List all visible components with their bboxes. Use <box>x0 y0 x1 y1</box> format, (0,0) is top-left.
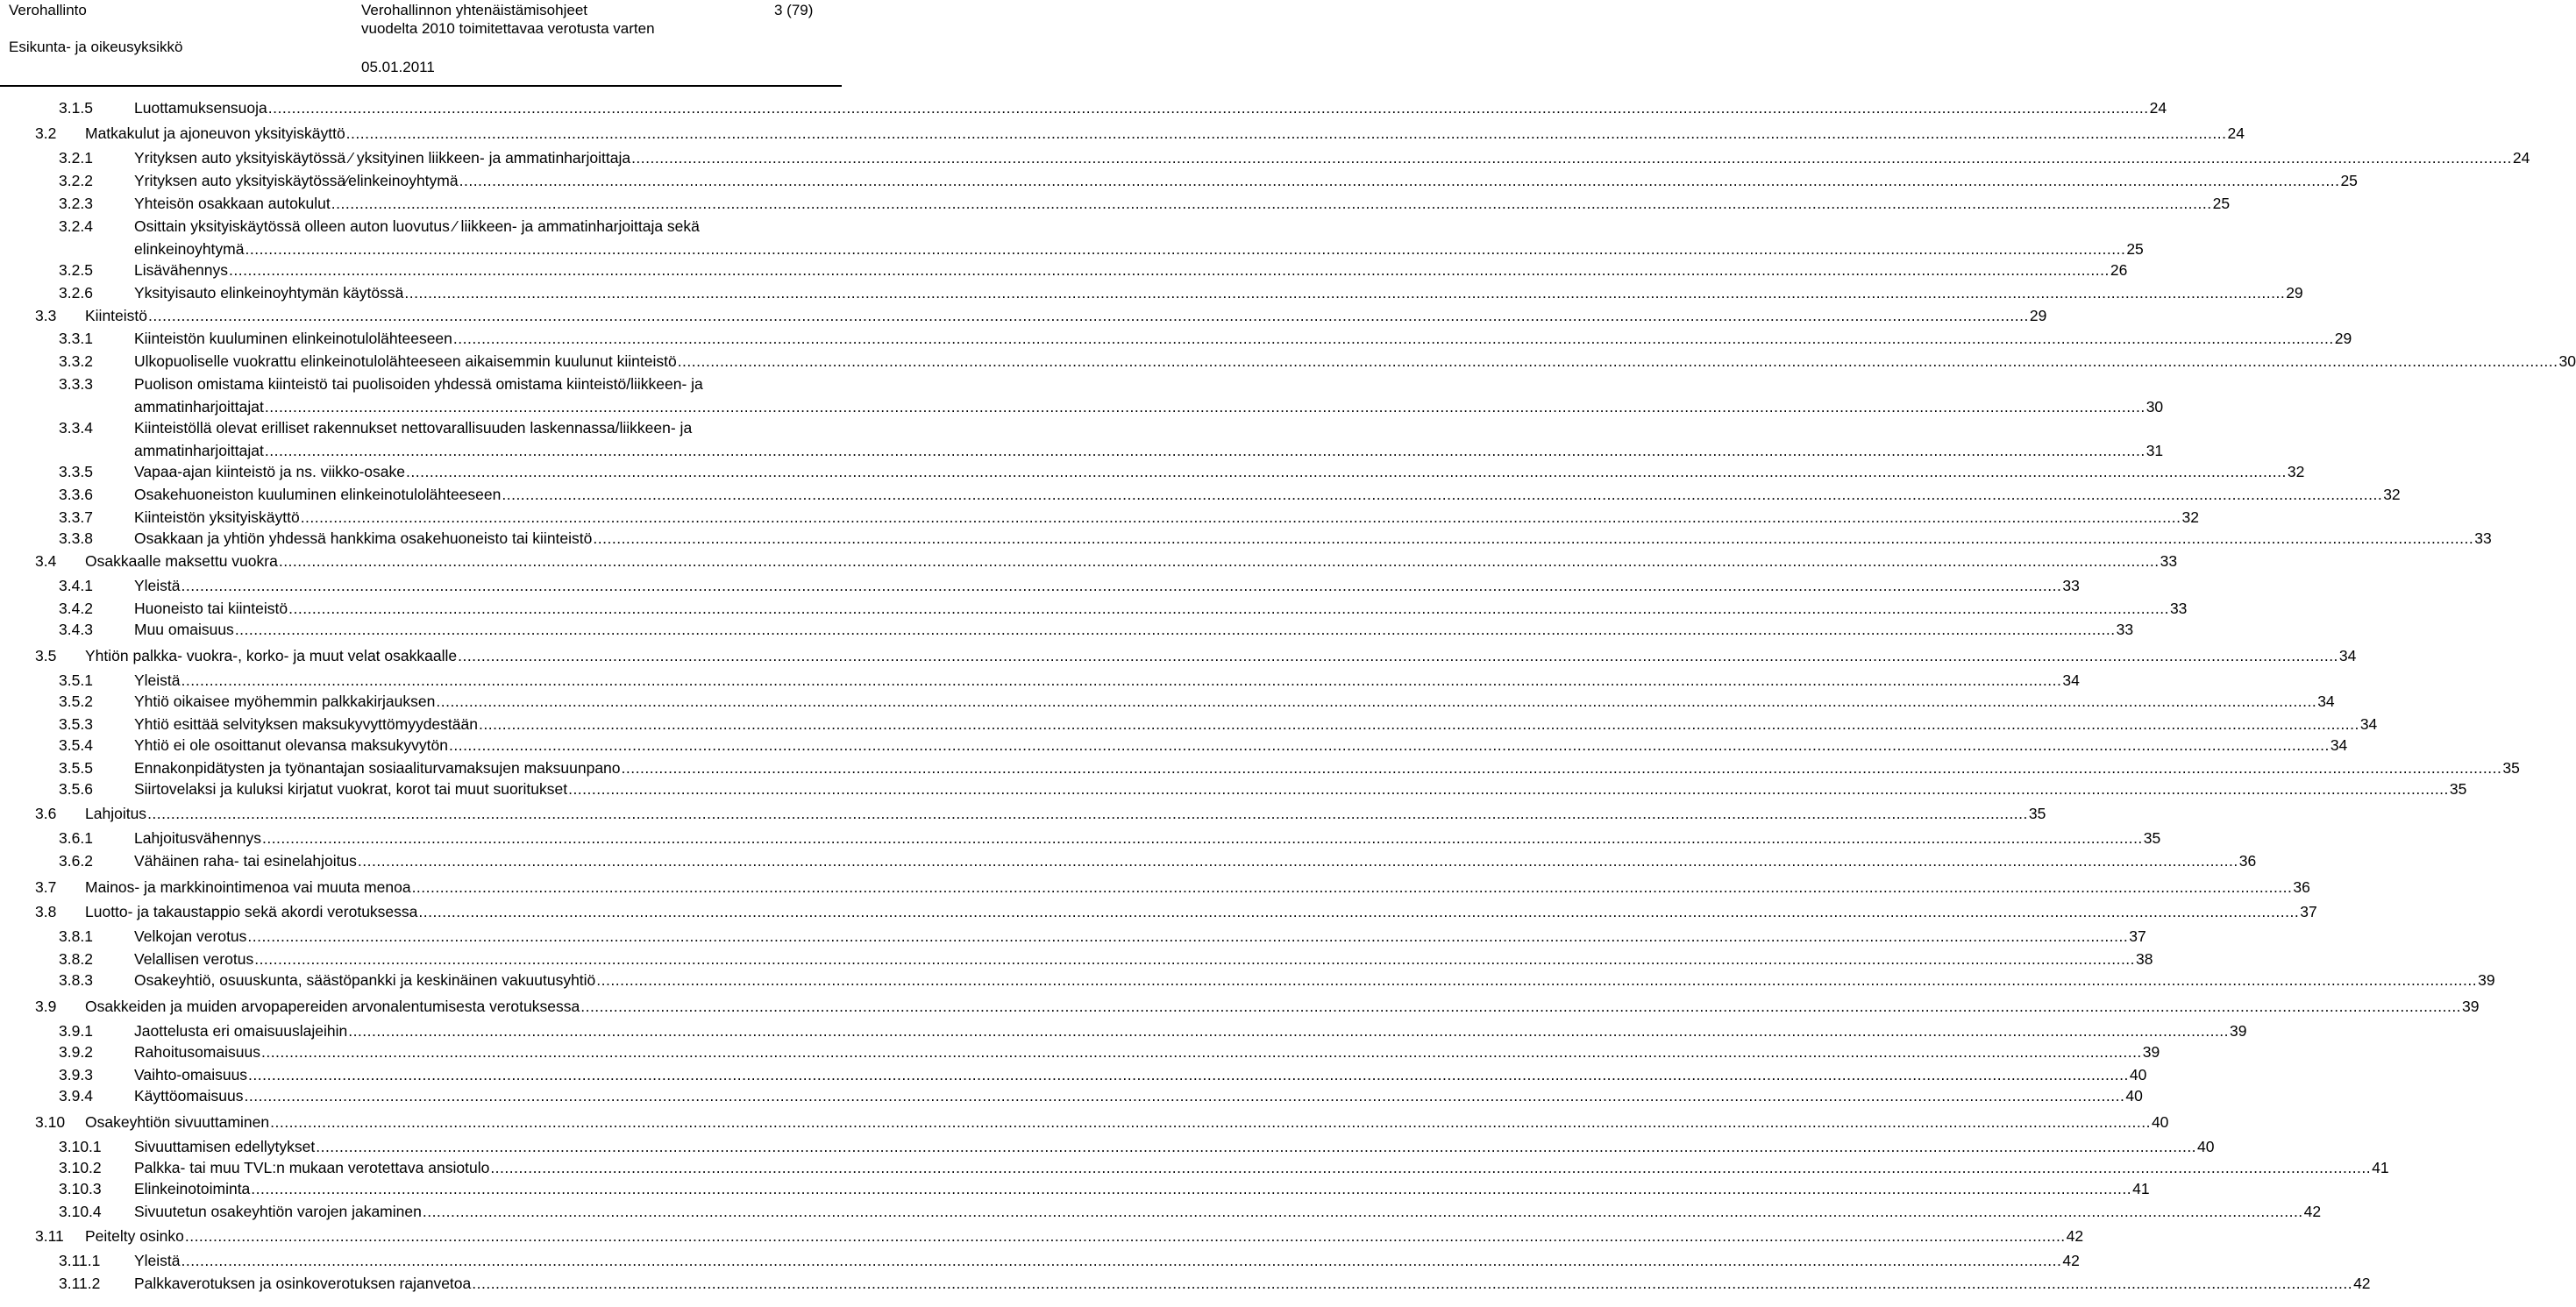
toc-entry-number: 3.3.7 <box>59 508 93 526</box>
toc-entry-number: 3.3.6 <box>59 486 93 503</box>
toc-entry-page: 32 <box>2181 508 2199 526</box>
toc-entry-page: 39 <box>2462 998 2480 1015</box>
toc-entry-title: Yrityksen auto yksityiskäytössä ⁄ yksityinen liikkeen- ja ammatinharjoittaja <box>134 149 631 167</box>
dot-leader: ................................................................................................................................................................................................................................................................................................................................................................................................................ <box>593 529 2474 547</box>
dot-leader: ................................................................................................................................................................................................................................................................................................................................................................................................................ <box>184 1227 2066 1245</box>
toc-entry-title: Yksityisauto elinkeinoyhtymän käytössä <box>134 284 404 302</box>
toc-entry-title: Ulkopuoliselle vuokrattu elinkeinotulolähteeseen aikaisemmin kuulunut kiinteistö <box>134 352 677 370</box>
toc-entry-page: 35 <box>2028 805 2046 822</box>
toc-entry-title: Palkka- tai muu TVL:n mukaan verotettava ansiotulo <box>134 1159 490 1176</box>
dot-leader: ................................................................................................................................................................................................................................................................................................................................................................................................................ <box>406 463 2287 480</box>
toc-entry-number: 3.7 <box>35 878 57 896</box>
dot-leader: ................................................................................................................................................................................................................................................................................................................................................................................................................ <box>345 124 2227 142</box>
dot-leader: ................................................................................................................................................................................................................................................................................................................................................................................................................ <box>181 1252 2062 1269</box>
dot-leader: ................................................................................................................................................................................................................................................................................................................................................................................................................ <box>580 998 2462 1015</box>
toc-entry-page: 25 <box>2212 195 2231 212</box>
toc-entry-number: 3.5.2 <box>59 693 93 710</box>
toc-entry-number: 3.4.1 <box>59 577 93 594</box>
toc-entry-title: Velkojan verotus <box>134 927 247 945</box>
toc-entry-page: 32 <box>2287 463 2305 480</box>
toc-entry-number: 3.3.4 <box>59 419 93 437</box>
toc-entry-page: 39 <box>2230 1022 2247 1040</box>
toc-entry-page: 42 <box>2303 1203 2322 1220</box>
toc-entry-title: Osakeyhtiö, osuuskunta, säästöpankki ja keskinäinen vakuutusyhtiö <box>134 971 596 989</box>
dot-leader: ................................................................................................................................................................................................................................................................................................................................................................................................................ <box>348 1022 2230 1040</box>
toc-entry-title: Osakkeiden ja muiden arvopapereiden arvonalentumisesta verotuksessa <box>85 998 580 1015</box>
toc-entry-page: 24 <box>2149 99 2167 117</box>
toc-entry-page: 33 <box>2474 529 2492 547</box>
dot-leader: ................................................................................................................................................................................................................................................................................................................................................................................................................ <box>331 195 2212 212</box>
toc-entry-number: 3.10.2 <box>59 1159 102 1176</box>
toc-entry-title: Yhtiö ei ole osoittanut olevansa maksukyvytön <box>134 736 448 754</box>
toc-entry-title: Yleistä <box>134 577 181 594</box>
toc-entry-title: Yleistä <box>134 671 181 689</box>
toc-entry-page: 34 <box>2359 715 2378 733</box>
toc-entry[interactable] <box>0 1112 2169 1132</box>
toc-entry-title: Lahjoitus <box>85 805 147 822</box>
toc-entry-page: 30 <box>2558 352 2576 370</box>
toc-entry-number: 3.2 <box>35 124 57 142</box>
toc-entry-page: 34 <box>2330 736 2348 754</box>
dot-leader: ................................................................................................................................................................................................................................................................................................................................................................................................................ <box>251 1180 2132 1197</box>
toc-entry-title: Vähäinen raha- tai esinelahjoitus <box>134 852 357 870</box>
toc-entry-number: 3.4.3 <box>59 621 93 638</box>
toc-entry[interactable] <box>0 620 2134 639</box>
dot-leader: ................................................................................................................................................................................................................................................................................................................................................................................................................ <box>448 736 2330 754</box>
toc-entry-number: 3.6 <box>35 805 57 822</box>
toc-entry[interactable] <box>0 1042 2160 1062</box>
dot-leader: ................................................................................................................................................................................................................................................................................................................................................................................................................ <box>244 1087 2125 1105</box>
toc-entry-page: 35 <box>2449 780 2467 798</box>
toc-entry[interactable] <box>0 714 2378 734</box>
toc-entry-page: 33 <box>2160 552 2178 570</box>
toc-entry-title: Osittain yksityiskäytössä olleen auton luovutus ⁄ liikkeen- ja ammatinharjoittaja sekä <box>134 217 700 235</box>
toc-entry[interactable] <box>0 418 2164 460</box>
dot-leader: ................................................................................................................................................................................................................................................................................................................................................................................................................ <box>436 693 2317 710</box>
dot-leader: ................................................................................................................................................................................................................................................................................................................................................................................................................ <box>248 1066 2129 1083</box>
toc-entry[interactable] <box>0 902 2317 921</box>
toc-entry-number: 3.3.2 <box>59 352 93 370</box>
dot-leader: ................................................................................................................................................................................................................................................................................................................................................................................................................ <box>264 398 2145 416</box>
toc-entry-title: Elinkeinotoiminta <box>134 1180 251 1197</box>
header-org: Verohallinto <box>9 2 87 18</box>
toc-entry-page: 40 <box>2125 1087 2143 1105</box>
dot-leader: ................................................................................................................................................................................................................................................................................................................................................................................................................ <box>411 878 2293 896</box>
toc-entry-page: 42 <box>2062 1252 2080 1269</box>
toc-entry-page: 24 <box>2227 124 2245 142</box>
toc-entry-number: 3.10.3 <box>59 1180 102 1197</box>
toc-entry-page: 32 <box>2383 486 2401 503</box>
toc-entry-title: Huoneisto tai kiinteistö <box>134 600 288 617</box>
toc-entry[interactable] <box>0 671 2080 690</box>
toc-entry-title: Yleistä <box>134 1252 181 1269</box>
toc-entry-title: Matkakulut ja ajoneuvon yksityiskäyttö <box>85 124 345 142</box>
toc-entry-title: Osakehuoneiston kuuluminen elinkeinotulolähteeseen <box>134 486 502 503</box>
dot-leader: ................................................................................................................................................................................................................................................................................................................................................................................................................ <box>458 647 2338 664</box>
toc-entry-title: Ennakonpidätysten ja työnantajan sosiaaliturvamaksujen maksuunpano <box>134 759 621 777</box>
toc-entry-page: 34 <box>2338 647 2357 664</box>
toc-entry-title: ammatinharjoittajat <box>134 398 264 416</box>
toc-entry-number: 3.3.1 <box>59 330 93 347</box>
dot-leader: ................................................................................................................................................................................................................................................................................................................................................................................................................ <box>677 352 2558 370</box>
toc-entry-number: 3.5 <box>35 647 57 664</box>
toc-entry[interactable] <box>0 306 2047 325</box>
toc-entry-title: Yhteisön osakkaan autokulut <box>134 195 331 212</box>
toc-entry-number: 3.8 <box>35 903 57 920</box>
toc-entry[interactable] <box>0 124 2245 143</box>
toc-entry-page: 33 <box>2062 577 2080 594</box>
dot-leader: ................................................................................................................................................................................................................................................................................................................................................................................................................ <box>261 829 2143 847</box>
toc-entry-title: Lahjoitusvähennys <box>134 829 261 847</box>
toc-entry-title: Yhtiö esittää selvityksen maksukyvyttömyydestään <box>134 715 478 733</box>
toc-entry-number: 3.2.5 <box>59 261 93 279</box>
toc-entry-title: Kiinteistöllä olevat erilliset rakennukset nettovarallisuuden laskennassa/liikkeen- ja <box>134 419 693 437</box>
toc-entry-page: 29 <box>2029 307 2047 324</box>
toc-entry-number: 3.6.2 <box>59 852 93 870</box>
toc-entry[interactable] <box>0 352 2576 371</box>
toc-entry-number: 3.9 <box>35 998 57 1015</box>
toc-entry-number: 3.5.4 <box>59 736 93 754</box>
dot-leader: ................................................................................................................................................................................................................................................................................................................................................................................................................ <box>596 971 2478 989</box>
toc-entry-page: 41 <box>2132 1180 2150 1197</box>
toc-entry-number: 3.8.1 <box>59 927 93 945</box>
toc-entry-page: 30 <box>2145 398 2164 416</box>
toc-entry[interactable] <box>0 148 2530 167</box>
toc-entry[interactable] <box>0 804 2046 823</box>
toc-entry[interactable] <box>0 374 2164 416</box>
toc-entry-title: Yhtiö oikaisee myöhemmin palkkakirjauksen <box>134 693 436 710</box>
dot-leader: ................................................................................................................................................................................................................................................................................................................................................................................................................ <box>148 307 2029 324</box>
toc-entry[interactable] <box>0 551 2178 571</box>
toc-entry-page: 35 <box>2143 829 2161 847</box>
toc-entry-title: Puolison omistama kiinteistö tai puolisoiden yhdessä omistama kiinteistö/liikkeen- ja <box>134 375 703 393</box>
toc-entry[interactable] <box>0 194 2231 213</box>
dot-leader: ................................................................................................................................................................................................................................................................................................................................................................................................................ <box>316 1138 2197 1155</box>
toc-entry-number: 3.2.4 <box>59 217 93 235</box>
toc-entry-title: Vapaa-ajan kiinteistö ja ns. viikko-osake <box>134 463 406 480</box>
toc-entry[interactable] <box>0 1251 2080 1270</box>
toc-entry[interactable] <box>0 576 2080 595</box>
dot-leader: ................................................................................................................................................................................................................................................................................................................................................................................................................ <box>300 508 2181 526</box>
dot-leader: ................................................................................................................................................................................................................................................................................................................................................................................................................ <box>490 1159 2372 1176</box>
toc-entry[interactable] <box>0 692 2335 711</box>
dot-leader: ................................................................................................................................................................................................................................................................................................................................................................................................................ <box>631 149 2512 167</box>
toc-entry-page: 24 <box>2512 149 2530 167</box>
header-doc-subtitle: vuodelta 2010 toimitettavaa verotusta varten <box>361 20 655 37</box>
toc-entry-page: 40 <box>2129 1066 2147 1083</box>
toc-entry-page: 36 <box>2238 852 2257 870</box>
toc-entry-number: 3.9.1 <box>59 1022 93 1040</box>
toc-entry[interactable] <box>0 758 2520 778</box>
toc-entry-page: 26 <box>2110 261 2128 279</box>
header-doc-title: Verohallinnon yhtenäistämisohjeet <box>361 2 588 18</box>
toc-entry-title: Rahoitusomaisuus <box>134 1043 260 1061</box>
dot-leader: ................................................................................................................................................................................................................................................................................................................................................................................................................ <box>478 715 2359 733</box>
dot-leader: ................................................................................................................................................................................................................................................................................................................................................................................................................ <box>452 330 2334 347</box>
toc-entry[interactable] <box>0 1226 2084 1246</box>
toc-entry-page: 37 <box>2129 927 2146 945</box>
toc-entry-number: 3.2.1 <box>59 149 93 167</box>
dot-leader: ................................................................................................................................................................................................................................................................................................................................................................................................................ <box>404 284 2286 302</box>
toc-entry-page: 39 <box>2142 1043 2160 1061</box>
toc-entry-page: 35 <box>2502 759 2520 777</box>
toc-entry-number: 3.9.2 <box>59 1043 93 1061</box>
toc-entry-number: 3.3.3 <box>59 375 93 393</box>
toc-entry-page: 33 <box>2169 600 2188 617</box>
toc-entry-page: 29 <box>2334 330 2352 347</box>
dot-leader: ................................................................................................................................................................................................................................................................................................................................................................................................................ <box>147 805 2028 822</box>
toc-entry-title: Sivuutetun osakeyhtiön varojen jakaminen <box>134 1203 422 1220</box>
toc-entry-number: 3.5.1 <box>59 671 93 689</box>
toc-entry-title: Siirtovelaksi ja kuluksi kirjatut vuokrat, korot tai muut suoritukset <box>134 780 568 798</box>
toc-entry-title: Palkkaverotuksen ja osinkoverotuksen rajanvetoa <box>134 1275 472 1292</box>
toc-entry-page: 25 <box>2340 172 2358 189</box>
toc-entry-page: 42 <box>2066 1227 2084 1245</box>
toc-entry[interactable] <box>0 217 2144 259</box>
toc-entry[interactable] <box>0 970 2495 990</box>
toc-entry[interactable] <box>0 997 2480 1016</box>
dot-leader: ................................................................................................................................................................................................................................................................................................................................................................................................................ <box>264 442 2145 459</box>
toc-entry[interactable] <box>0 462 2305 481</box>
toc-entry-page: 31 <box>2145 442 2164 459</box>
toc-entry-number: 3.10.4 <box>59 1203 102 1220</box>
toc-entry-title: Kiinteistön kuuluminen elinkeinotulolähteeseen <box>134 330 452 347</box>
toc-entry-title: Mainos- ja markkinointimenoa vai muuta menoa <box>85 878 411 896</box>
toc-entry-page: 33 <box>2116 621 2134 638</box>
dot-leader: ................................................................................................................................................................................................................................................................................................................................................................................................................ <box>357 852 2238 870</box>
toc-entry-title: Lisävähennys <box>134 261 229 279</box>
dot-leader: ................................................................................................................................................................................................................................................................................................................................................................................................................ <box>234 621 2116 638</box>
toc-entry-page: 40 <box>2197 1138 2215 1155</box>
toc-entry-title: Osakeyhtiön sivuuttaminen <box>85 1113 270 1131</box>
toc-entry-title: Yrityksen auto yksityiskäytössä⁄elinkeinoyhtymä <box>134 172 459 189</box>
toc-entry-number: 3.10.1 <box>59 1138 102 1155</box>
toc-entry[interactable] <box>0 1158 2389 1177</box>
toc-entry[interactable] <box>0 877 2310 897</box>
dot-leader: ................................................................................................................................................................................................................................................................................................................................................................................................................ <box>260 1043 2142 1061</box>
toc-entry[interactable] <box>0 1021 2247 1041</box>
toc-entry[interactable] <box>0 1202 2322 1221</box>
dot-leader: ................................................................................................................................................................................................................................................................................................................................................................................................................ <box>621 759 2502 777</box>
toc-entry[interactable] <box>0 828 2161 848</box>
toc-entry-title: Käyttöomaisuus <box>134 1087 244 1105</box>
toc-entry[interactable] <box>0 1179 2150 1198</box>
toc-entry[interactable] <box>0 599 2188 618</box>
toc-entry[interactable] <box>0 529 2492 548</box>
dot-leader: ................................................................................................................................................................................................................................................................................................................................................................................................................ <box>181 577 2062 594</box>
toc-entry-page: 38 <box>2136 950 2153 968</box>
toc-entry[interactable] <box>0 1065 2147 1084</box>
toc-entry-number: 3.8.3 <box>59 971 93 989</box>
dot-leader: ................................................................................................................................................................................................................................................................................................................................................................................................................ <box>418 903 2300 920</box>
toc-entry-number: 3.1.5 <box>59 99 93 117</box>
toc-entry-number: 3.9.4 <box>59 1087 93 1105</box>
toc-entry-title: Sivuuttamisen edellytykset <box>134 1138 316 1155</box>
toc-entry-page: 34 <box>2062 671 2080 689</box>
toc-entry-title: Yhtiön palkka- vuokra-, korko- ja muut velat osakkaalle <box>85 647 458 664</box>
dot-leader: ................................................................................................................................................................................................................................................................................................................................................................................................................ <box>254 950 2136 968</box>
toc-entry-title: ammatinharjoittajat <box>134 442 264 459</box>
toc-entry-page: 36 <box>2293 878 2310 896</box>
toc-entry-number: 3.4 <box>35 552 57 570</box>
toc-entry-page: 37 <box>2300 903 2317 920</box>
dot-leader: ................................................................................................................................................................................................................................................................................................................................................................................................................ <box>502 486 2383 503</box>
toc-entry[interactable] <box>0 1086 2143 1105</box>
toc-entry-page: 25 <box>2126 240 2144 258</box>
dot-leader: ................................................................................................................................................................................................................................................................................................................................................................................................................ <box>270 1113 2151 1131</box>
toc-entry-page: 39 <box>2478 971 2495 989</box>
toc-entry[interactable] <box>0 735 2348 755</box>
toc-entry-page: 29 <box>2286 284 2303 302</box>
toc-entry-title: Kiinteistön yksityiskäyttö <box>134 508 300 526</box>
toc-entry-title: elinkeinoyhtymä <box>134 240 245 258</box>
dot-leader: ................................................................................................................................................................................................................................................................................................................................................................................................................ <box>422 1203 2303 1220</box>
toc-entry-number: 3.5.3 <box>59 715 93 733</box>
toc-entry-title: Luottamuksensuoja <box>134 99 267 117</box>
dot-leader: ................................................................................................................................................................................................................................................................................................................................................................................................................ <box>181 671 2062 689</box>
toc-entry-title: Kiinteistö <box>85 307 148 324</box>
toc-entry-title: Luotto- ja takaustappio sekä akordi verotuksessa <box>85 903 418 920</box>
toc-entry-page: 40 <box>2151 1113 2169 1131</box>
toc-entry[interactable] <box>0 646 2357 665</box>
toc-entry-page: 41 <box>2372 1159 2389 1176</box>
dot-leader: ................................................................................................................................................................................................................................................................................................................................................................................................................ <box>278 552 2160 570</box>
toc-entry-title: Osakkaan ja yhtiön yhdessä hankkima osakehuoneisto tai kiinteistö <box>134 529 593 547</box>
toc-entry[interactable] <box>0 98 2167 117</box>
dot-leader: ................................................................................................................................................................................................................................................................................................................................................................................................................ <box>288 600 2169 617</box>
toc-entry-number: 3.10 <box>35 1113 66 1131</box>
toc-entry-number: 3.9.3 <box>59 1066 93 1083</box>
toc-entry-number: 3.3.5 <box>59 463 93 480</box>
header-date: 05.01.2011 <box>361 59 435 75</box>
toc-entry-title: Jaottelusta eri omaisuuslajeihin <box>134 1022 348 1040</box>
toc-entry-number: 3.6.1 <box>59 829 93 847</box>
toc-entry[interactable] <box>0 779 2467 799</box>
toc-entry-title: Velallisen verotus <box>134 950 254 968</box>
header-unit: Esikunta- ja oikeusyksikkö <box>9 39 183 55</box>
toc-entry[interactable] <box>0 508 2199 527</box>
toc-entry-number: 3.4.2 <box>59 600 93 617</box>
toc-entry-number: 3.2.2 <box>59 172 93 189</box>
dot-leader: ................................................................................................................................................................................................................................................................................................................................................................................................................ <box>267 99 2149 117</box>
toc-entry-page: 42 <box>2353 1275 2371 1292</box>
dot-leader: ................................................................................................................................................................................................................................................................................................................................................................................................................ <box>247 927 2129 945</box>
toc-entry[interactable] <box>0 329 2352 348</box>
dot-leader: ................................................................................................................................................................................................................................................................................................................................................................................................................ <box>245 240 2126 258</box>
dot-leader: ................................................................................................................................................................................................................................................................................................................................................................................................................ <box>568 780 2449 798</box>
toc-entry-number: 3.3 <box>35 307 57 324</box>
toc-entry-page: 34 <box>2317 693 2335 710</box>
toc-entry[interactable] <box>0 260 2128 280</box>
toc-entry[interactable] <box>0 485 2401 504</box>
toc-entry-title: Vaihto-omaisuus <box>134 1066 248 1083</box>
toc-entry-number: 3.11.2 <box>59 1275 101 1292</box>
toc-entry-number: 3.11 <box>35 1227 64 1245</box>
page-number: 3 (79) <box>774 2 814 18</box>
toc-entry-title: Muu omaisuus <box>134 621 234 638</box>
toc-entry-title: Osakkaalle maksettu vuokra <box>85 552 278 570</box>
toc-entry-number: 3.2.3 <box>59 195 93 212</box>
dot-leader: ................................................................................................................................................................................................................................................................................................................................................................................................................ <box>472 1275 2353 1292</box>
toc-entry[interactable] <box>0 927 2146 946</box>
toc-entry[interactable] <box>0 171 2358 190</box>
toc-entry-number: 3.11.1 <box>59 1252 101 1269</box>
toc-entry-title: Peitelty osinko <box>85 1227 184 1245</box>
dot-leader: ................................................................................................................................................................................................................................................................................................................................................................................................................ <box>459 172 2340 189</box>
toc-entry-number: 3.8.2 <box>59 950 93 968</box>
toc-entry-number: 3.2.6 <box>59 284 93 302</box>
toc-entry-number: 3.3.8 <box>59 529 93 547</box>
toc-entry[interactable] <box>0 1137 2215 1156</box>
dot-leader: ................................................................................................................................................................................................................................................................................................................................................................................................................ <box>229 261 2110 279</box>
toc-entry[interactable] <box>0 949 2153 969</box>
toc-entry[interactable] <box>0 1274 2371 1293</box>
toc-entry[interactable] <box>0 851 2257 870</box>
toc-entry-number: 3.5.5 <box>59 759 93 777</box>
toc-entry[interactable] <box>0 283 2303 302</box>
toc-entry-number: 3.5.6 <box>59 780 93 798</box>
